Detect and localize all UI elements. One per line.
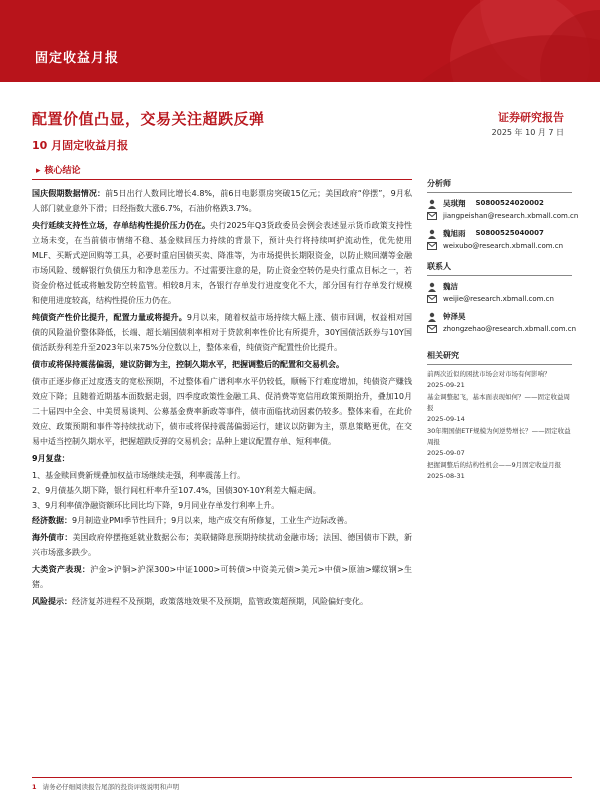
core-conclusion-heading: ▸ 核心结论 — [32, 160, 412, 180]
page-title: 配置价值凸显，交易关注超跌反弹 — [32, 110, 265, 128]
related-research-heading: 相关研究 — [427, 350, 572, 365]
paragraph: 经济数据：9月制造业PMI季节性回升；9月以来，地产成交有所修复，工业生产边际改善。 — [32, 516, 353, 525]
related-item[interactable]: 前两次近似的困扰市场会对市场有何影响？ 2025-09-21 — [427, 370, 551, 389]
mail-icon — [427, 295, 437, 305]
report-date: 2025 年 10 月 7 日 — [491, 128, 564, 137]
paragraph: 风险提示：经济复苏进程不及预期，政策落地效果不及预期，监管政策超预期，风险偏好变化。 — [32, 597, 368, 606]
mail-icon — [427, 242, 437, 252]
contact-card: 魏洁 weijie@research.xbmall.com.cn — [427, 280, 572, 306]
list-item: 3、9月利率债净融资额环比同比均下降，9月同业存单发行利率上升。 — [32, 501, 280, 510]
list-item: 1、基金赎回费新规叠加权益市场继续走强，利率震荡上行。 — [32, 471, 246, 480]
related-item[interactable]: 基金调整起飞，基本面表现如何？——固定收益周报 2025-09-14 — [427, 393, 570, 423]
paragraph: 国庆假期数据情况：前5日出行人数同比增长4.8%，前6日电影票房突破15亿元；美国政府“停摆”，9月私人部门就业意外下滑；日经指数大涨6.7%，石油价格跌3.7%。 — [32, 189, 413, 213]
paragraph: 纯债资产性价比提升，配置力量或将提升。9月以来，随着权益市场持续大幅上涨、债市回调，权益相对国债的风险溢价整体降低，长端、超长端国债利率相对于贷款利率性价比有所提升，30Y国债活跃券与10Y国债活跃券利差升至2023年以来75%分位数以上，整体来看，纯债资产配置性价比提升。 — [32, 313, 413, 352]
sidebar — [427, 178, 579, 483]
banner-decoration — [300, 0, 600, 82]
contact-email[interactable]: weijie@research.xbmall.com.cn — [443, 295, 554, 303]
contact-card: 钟泽昊 zhongzehao@research.xbmall.com.cn — [427, 310, 572, 336]
paragraph: 大类资产表现：沪金>沪铜>沪深300>中证1000>可转债>中资美元债>美元>中债>原油>螺纹钢>生猪。 — [32, 565, 412, 589]
list-item: 2、9月债基久期下降，银行间杠杆率升至107.4%，国债30Y-10Y利差大幅走阔。 — [32, 486, 321, 495]
paragraph: 海外债市：美国政府停摆拖延就业数据公布；美联储降息预期持续扰动金融市场；法国、德国债市下跌，新兴市场涨多跌少。 — [32, 533, 412, 557]
analysts-heading: 分析师 — [427, 178, 572, 193]
mail-icon — [427, 325, 437, 335]
report-type: 证券研究报告 — [498, 111, 564, 124]
person-icon — [427, 282, 437, 292]
analyst-email[interactable]: weixubo@research.xbmall.com.cn — [443, 242, 564, 250]
analyst-card: 吴琪翔 S0800524020002 jiangpeishan@research.xbmall.com.cn — [427, 197, 572, 223]
footer — [32, 782, 179, 791]
review-heading: 9月复盘： — [32, 454, 70, 463]
person-icon — [427, 312, 437, 322]
page-subtitle: 10 月固定收益月报 — [32, 139, 129, 152]
triangle-right-icon: ▸ — [36, 166, 41, 176]
page-number: 1 — [32, 783, 37, 791]
person-icon — [427, 199, 437, 209]
section-heading: 债市或将保持震荡偏弱，建议防御为主，控制久期水平，把握调整后的配置和交易机会。 — [32, 360, 344, 369]
related-research-list — [427, 369, 572, 482]
contacts-heading: 联系人 — [427, 261, 572, 276]
analyst-card: 魏旭雨 S0800525040007 weixubo@research.xbmall.com.cn — [427, 227, 572, 253]
related-item[interactable]: 把握调整后的结构性机会——9月固定收益月报 2025-08-31 — [427, 461, 562, 480]
footer-disclaimer: 请务必仔细阅读报告尾部的投资评级说明和声明 — [42, 783, 180, 791]
person-icon — [427, 229, 437, 239]
paragraph: 央行延续支持性立场，存单结构性提价压力仍在。央行2025年Q3货政委员会例会表述显示货币政策支持性立场未变，在当前债市情绪不稳、基金赎回压力持续的背景下，预计央行将持续呵护流动性，优先使用MLF、买断式逆回购等工具，必要时重启国债买卖、降准等，为市场提供长期限资金，以防止赎回潮等金融市场风险、缓解银行负债压力和净息差压力。不过需要注意的是，防止资金空转仍是央行重点目标之一，若资金价格过低或将触发防空转监管。相较8月末，各银行存单发行进度变化不大，部分国有行存单发行规模和使用进度较高，结构性提价压力仍在。 — [32, 221, 412, 305]
main-content — [32, 160, 412, 611]
paragraph: 债市正逐步修正过度透支的宽松预期，不过整体看广谱利率水平仍较低，顺畅下行难度增加，纯债资产赚钱效应下降；且随着近期基本面数据走弱，四季度政策性金融工具、促消费等宽信用政策预期抬升，叠加10月二十届四中全会、中美贸易谈判、公募基金费率新政等事件，债市面临扰动因素仍较多。整体来看，在此价效应、政策预期和事件等持续扰动下，债市或将保持震荡偏弱运行，建议以防御为主，票息策略更优，在交易中适当控制久期水平，把握超跌反弹的交易机会；品种上建议配置存单、短利率债。 — [32, 377, 412, 446]
header-banner — [0, 0, 600, 82]
analyst-email[interactable]: jiangpeishan@research.xbmall.com.cn — [443, 212, 579, 220]
banner-title: 固定收益月报 — [35, 51, 120, 66]
footer-divider — [32, 777, 572, 778]
mail-icon — [427, 212, 437, 222]
contact-email[interactable]: zhongzehao@research.xbmall.com.cn — [443, 325, 577, 333]
related-item[interactable]: 30年期国债ETF规模为何逆势增长？——固定收益周报 2025-09-07 — [427, 427, 571, 457]
